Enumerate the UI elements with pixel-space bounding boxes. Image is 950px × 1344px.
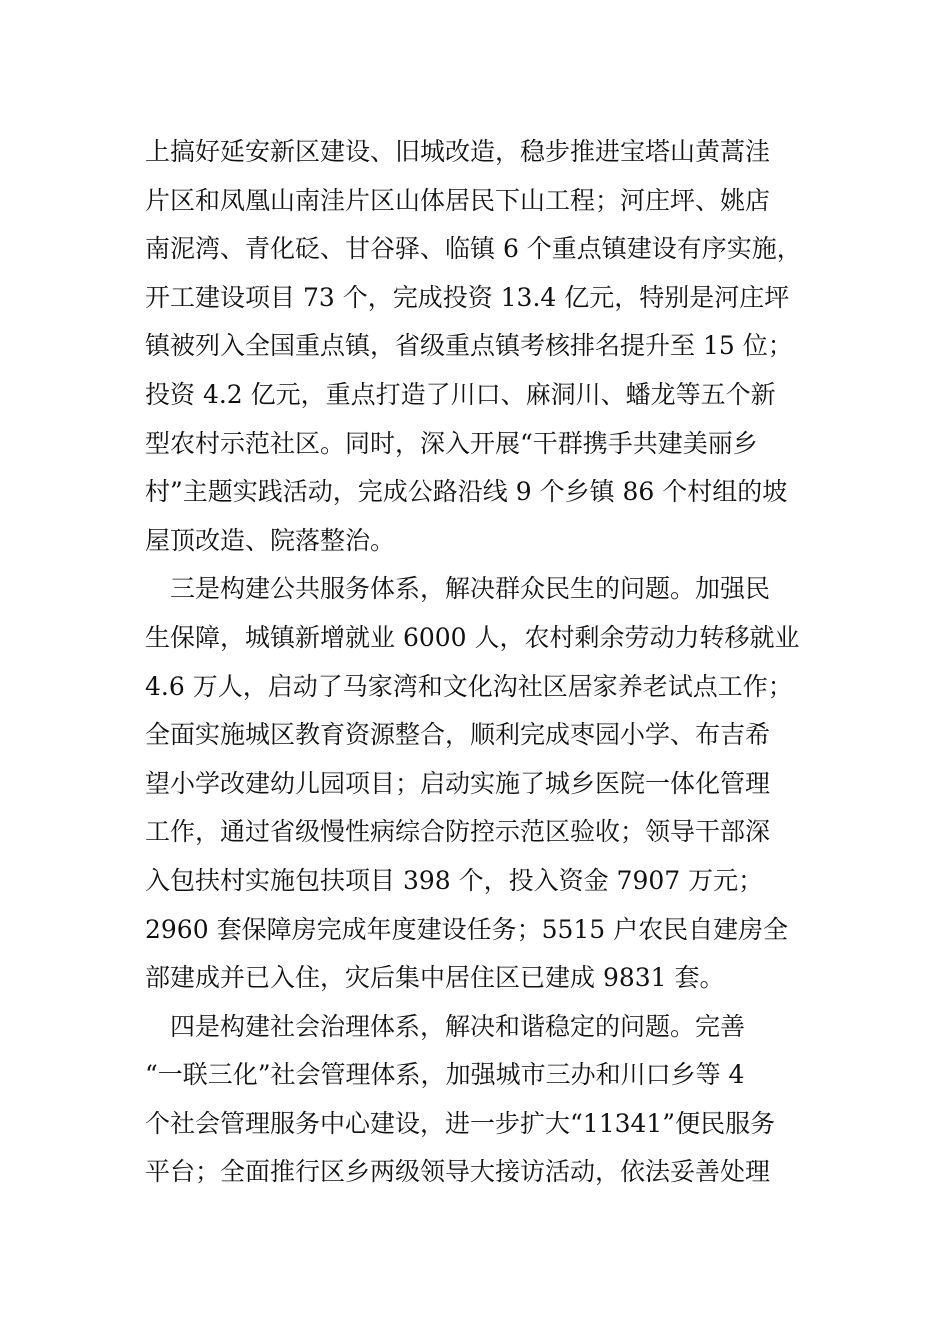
text-line: 片区和凤凰山南洼片区山体居民下山工程；河庄坪、姚店 [145,185,771,215]
text-line: 型农村示范社区。同时，深入开展“干群携手共建美丽乡 [145,428,758,458]
text-line: 四是构建社会治理体系，解决和谐稳定的问题。完善 [145,1011,746,1041]
paragraph-urban-construction [145,128,825,565]
text-line: 南泥湾、青化砭、甘谷驿、临镇 6 个重点镇建设有序实施， [145,234,802,264]
body-text [145,128,825,1197]
text-line: 部建成并已入住，灾后集中居住区已建成 9831 套。 [145,963,725,993]
text-line: 上搞好延安新区建设、旧城改造，稳步推进宝塔山黄蒿洼 [145,137,771,166]
text-line: 三是构建公共服务体系，解决群众民生的问题。加强民 [145,574,771,604]
text-line: 村”主题实践活动，完成公路沿线 9 个乡镇 86 个村组的坡 [145,477,788,507]
text-line: 2960 套保障房完成年度建设任务；5515 户农民自建房全 [145,914,789,944]
text-line: 工作，通过省级慢性病综合防控示范区验收；领导干部深 [145,817,771,847]
text-line: 全面实施城区教育资源整合，顺利完成枣园小学、布吉希 [145,720,771,750]
paragraph-social-governance [145,1003,825,1197]
text-line: 个社会管理服务中心建设，进一步扩大“11341”便民服务 [145,1108,776,1138]
text-line: 入包扶村实施包扶项目 398 个，投入资金 7907 万元； [145,865,764,895]
text-line: 投资 4.2 亿元，重点打造了川口、麻洞川、蟠龙等五个新 [145,379,776,409]
text-line: “一联三化”社会管理体系，加强城市三办和川口乡等 4 [145,1060,745,1090]
text-line: 屋顶改造、院落整治。 [145,525,396,555]
text-line: 4.6 万人，启动了马家湾和文化沟社区居家养老试点工作； [145,671,793,701]
paragraph-public-services [145,565,825,1002]
text-line: 开工建设项目 73 个，完成投资 13.4 亿元，特别是河庄坪 [145,282,790,312]
text-line: 生保障，城镇新增就业 6000 人，农村剩余劳动力转移就业 [145,622,800,652]
text-line: 镇被列入全国重点镇，省级重点镇考核排名提升至 15 位； [145,331,793,361]
text-line: 平台；全面推行区乡两级领导大接访活动，依法妥善处理 [145,1157,771,1187]
text-line: 望小学改建幼儿园项目；启动实施了城乡医院一体化管理 [145,768,771,798]
